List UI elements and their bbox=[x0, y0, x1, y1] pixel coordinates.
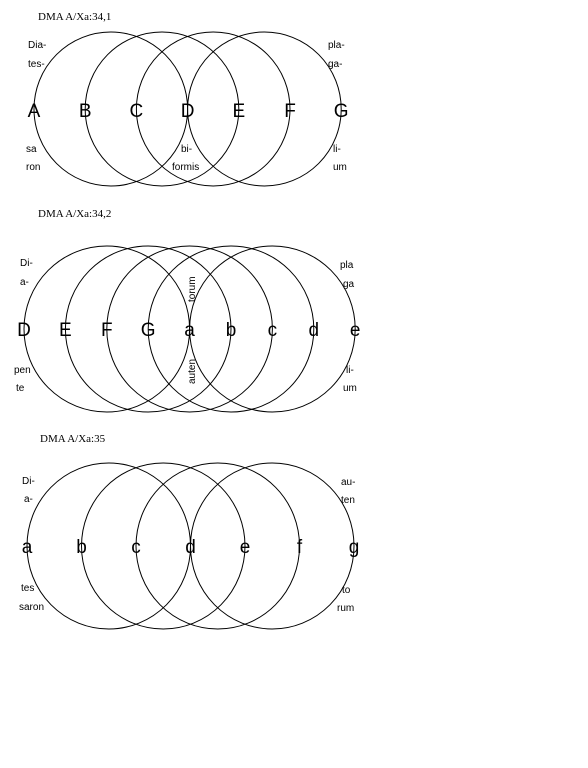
diagram-1-circle-3 bbox=[136, 32, 290, 186]
diagram-3-circle-2 bbox=[82, 463, 246, 629]
diagram-1-circle-2 bbox=[85, 32, 239, 186]
diagram-1-right-bottom-1: li- bbox=[333, 144, 341, 155]
diagram-3-left-top-2: a- bbox=[24, 494, 33, 505]
diagram-3-note-letter: f bbox=[296, 537, 303, 558]
diagram-3-note-letter: a bbox=[21, 537, 33, 558]
diagram-2-center-lower: auten bbox=[187, 358, 198, 384]
diagram-3-letters bbox=[22, 537, 360, 558]
diagram-2-caption: DMA A/Xa:34,2 bbox=[38, 208, 112, 220]
diagram-2-left-bottom-2: te bbox=[16, 383, 25, 394]
diagram-2-note-letter: G bbox=[140, 320, 156, 341]
diagram-2-note-letter: F bbox=[100, 320, 113, 341]
diagram-3-right-bottom-1: to bbox=[342, 585, 351, 596]
diagram-3-caption: DMA A/Xa:35 bbox=[40, 433, 106, 445]
diagram-1-center-bottom-2: formis bbox=[172, 162, 200, 173]
diagram-1-note-letter: C bbox=[129, 101, 144, 122]
diagram-2-left-bottom-1: pen bbox=[14, 365, 31, 376]
diagram-1-caption: DMA A/Xa:34,1 bbox=[38, 11, 112, 23]
diagram-1-note-letter: G bbox=[333, 101, 349, 122]
diagram-2 bbox=[14, 208, 360, 412]
diagram-3-right-top-2: ten bbox=[341, 495, 355, 506]
diagram-1 bbox=[26, 11, 349, 186]
diagram-1-circle-1 bbox=[34, 32, 188, 186]
diagram-2-right-top-2: ga bbox=[343, 279, 355, 290]
diagram-2-right-bottom-1: li- bbox=[346, 365, 354, 376]
diagram-1-note-letter: E bbox=[232, 101, 246, 122]
diagram-2-note-letter: b bbox=[225, 320, 237, 341]
diagram-3 bbox=[19, 433, 359, 629]
diagram-2-right-top-1: pla bbox=[340, 260, 354, 271]
diagram-1-note-letter: A bbox=[27, 101, 41, 122]
diagram-3-circle-1 bbox=[27, 463, 191, 629]
diagram-1-right-top-1: pla- bbox=[328, 40, 345, 51]
diagram-3-left-bottom-2: saron bbox=[19, 602, 45, 613]
diagram-3-circle-3 bbox=[136, 463, 300, 629]
diagram-1-right-bottom-2: um bbox=[333, 162, 347, 173]
diagram-3-note-letter: g bbox=[348, 537, 360, 558]
diagram-1-center-bottom-1: bi- bbox=[181, 144, 193, 155]
diagram-3-note-letter: b bbox=[76, 537, 87, 558]
diagram-3-note-letter: d bbox=[185, 537, 196, 558]
diagram-1-left-top-2: tes- bbox=[28, 59, 45, 70]
diagram-1-right-top-2: ga- bbox=[328, 59, 343, 70]
diagram-2-note-letter: d bbox=[308, 320, 320, 341]
diagram-3-note-letter: c bbox=[131, 537, 141, 558]
diagram-2-note-letter: E bbox=[59, 320, 72, 341]
diagram-1-note-letter: D bbox=[180, 101, 195, 122]
diagram-2-note-letter: c bbox=[267, 320, 278, 341]
diagram-3-circle-4 bbox=[191, 463, 355, 629]
diagram-1-circle-4 bbox=[188, 32, 342, 186]
diagram-2-left-top-1: Di- bbox=[20, 258, 33, 269]
diagram-1-letters bbox=[28, 101, 349, 122]
diagram-3-right-top-1: au- bbox=[341, 477, 356, 488]
diagram-2-note-letter: D bbox=[17, 320, 31, 341]
diagram-3-left-top-1: Di- bbox=[22, 476, 35, 487]
diagram-2-letters bbox=[17, 320, 360, 341]
diagram-1-left-bottom-2: ron bbox=[26, 162, 41, 173]
diagram-2-left-top-2: a- bbox=[20, 277, 29, 288]
diagram-2-right-bottom-2: um bbox=[343, 383, 357, 394]
diagram-3-left-bottom-1: tes bbox=[21, 583, 35, 594]
diagram-1-left-top-1: Dia- bbox=[28, 40, 47, 51]
diagram-3-right-bottom-2: rum bbox=[337, 603, 355, 614]
diagram-1-note-letter: B bbox=[78, 101, 92, 122]
diagram-1-note-letter: F bbox=[284, 101, 296, 122]
diagram-3-note-letter: e bbox=[239, 537, 251, 558]
diagram-2-note-letter: a bbox=[184, 320, 195, 341]
diagram-1-left-bottom-1: sa bbox=[26, 144, 37, 155]
diagram-2-center-upper: torum bbox=[187, 276, 198, 302]
diagram-2-note-letter: e bbox=[349, 320, 361, 341]
